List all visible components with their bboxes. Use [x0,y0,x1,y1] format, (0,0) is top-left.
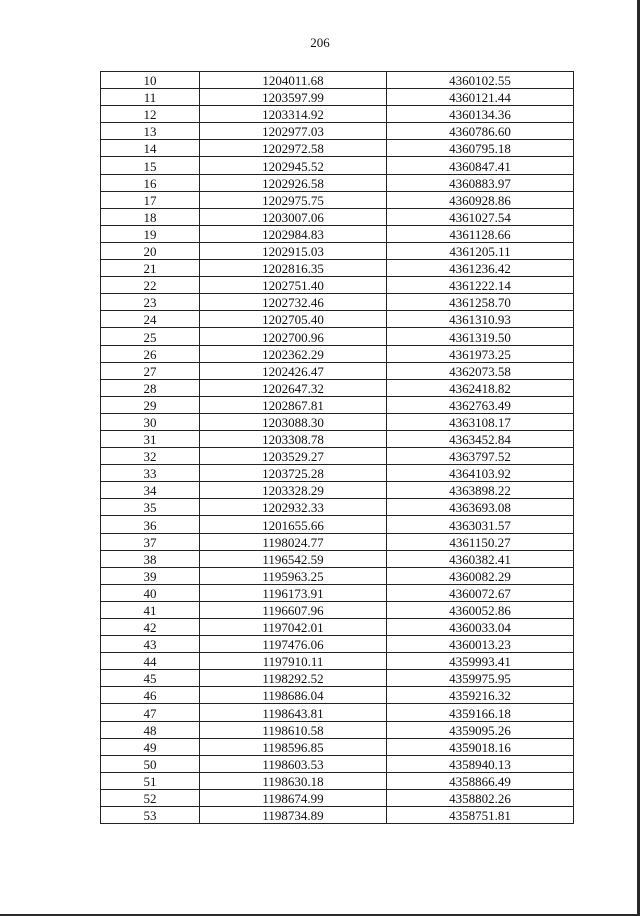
point-number-cell: 35 [101,499,200,516]
x-coordinate-cell: 1202867.81 [200,396,387,413]
y-coordinate-cell: 4359095.26 [387,721,574,738]
x-coordinate-cell: 1202647.32 [200,379,387,396]
table-row [101,140,574,157]
y-coordinate-cell: 4363031.57 [387,516,574,533]
y-coordinate-cell: 4360847.41 [387,157,574,174]
y-coordinate-cell: 4358751.81 [387,807,574,824]
table-row [101,277,574,294]
x-coordinate-cell: 1196542.59 [200,550,387,567]
y-coordinate-cell: 4360072.67 [387,584,574,601]
point-number-cell: 14 [101,140,200,157]
point-number-cell: 51 [101,772,200,789]
x-coordinate-cell: 1196607.96 [200,601,387,618]
y-coordinate-cell: 4362763.49 [387,396,574,413]
point-number-cell: 23 [101,294,200,311]
point-number-cell: 10 [101,72,200,89]
point-number-cell: 22 [101,277,200,294]
table-row [101,601,574,618]
point-number-cell: 20 [101,242,200,259]
point-number-cell: 15 [101,157,200,174]
point-number-cell: 11 [101,89,200,106]
table-row [101,328,574,345]
x-coordinate-cell: 1202972.58 [200,140,387,157]
y-coordinate-cell: 4359166.18 [387,704,574,721]
x-coordinate-cell: 1198024.77 [200,533,387,550]
table-row [101,687,574,704]
y-coordinate-cell: 4361319.50 [387,328,574,345]
x-coordinate-cell: 1202915.03 [200,242,387,259]
y-coordinate-cell: 4360382.41 [387,550,574,567]
point-number-cell: 26 [101,345,200,362]
x-coordinate-cell: 1203597.99 [200,89,387,106]
y-coordinate-cell: 4364103.92 [387,465,574,482]
x-coordinate-cell: 1197042.01 [200,619,387,636]
y-coordinate-cell: 4363693.08 [387,499,574,516]
point-number-cell: 37 [101,533,200,550]
coordinates-table-body [101,72,574,824]
y-coordinate-cell: 4361310.93 [387,311,574,328]
point-number-cell: 29 [101,396,200,413]
point-number-cell: 30 [101,413,200,430]
point-number-cell: 39 [101,567,200,584]
point-number-cell: 32 [101,448,200,465]
x-coordinate-cell: 1202426.47 [200,362,387,379]
table-row [101,294,574,311]
y-coordinate-cell: 4362418.82 [387,379,574,396]
point-number-cell: 18 [101,208,200,225]
y-coordinate-cell: 4360082.29 [387,567,574,584]
table-row [101,191,574,208]
table-row [101,379,574,396]
x-coordinate-cell: 1202705.40 [200,311,387,328]
table-row [101,738,574,755]
point-number-cell: 52 [101,789,200,806]
point-number-cell: 50 [101,755,200,772]
point-number-cell: 36 [101,516,200,533]
x-coordinate-cell: 1198674.99 [200,789,387,806]
point-number-cell: 31 [101,430,200,447]
page-number: 206 [310,35,330,50]
x-coordinate-cell: 1203529.27 [200,448,387,465]
y-coordinate-cell: 4360121.44 [387,89,574,106]
x-coordinate-cell: 1202932.33 [200,499,387,516]
table-row [101,499,574,516]
table-row [101,345,574,362]
y-coordinate-cell: 4361973.25 [387,345,574,362]
y-coordinate-cell: 4363797.52 [387,448,574,465]
x-coordinate-cell: 1198630.18 [200,772,387,789]
table-row [101,465,574,482]
y-coordinate-cell: 4361150.27 [387,533,574,550]
x-coordinate-cell: 1202977.03 [200,123,387,140]
x-coordinate-cell: 1204011.68 [200,72,387,89]
point-number-cell: 16 [101,174,200,191]
x-coordinate-cell: 1203328.29 [200,482,387,499]
table-row [101,225,574,242]
y-coordinate-cell: 4358940.13 [387,755,574,772]
y-coordinate-cell: 4359216.32 [387,687,574,704]
x-coordinate-cell: 1196173.91 [200,584,387,601]
table-row [101,516,574,533]
y-coordinate-cell: 4363108.17 [387,413,574,430]
x-coordinate-cell: 1202926.58 [200,174,387,191]
x-coordinate-cell: 1202975.75 [200,191,387,208]
x-coordinate-cell: 1203314.92 [200,106,387,123]
point-number-cell: 38 [101,550,200,567]
point-number-cell: 48 [101,721,200,738]
y-coordinate-cell: 4360928.86 [387,191,574,208]
table-row [101,721,574,738]
point-number-cell: 45 [101,670,200,687]
point-number-cell: 49 [101,738,200,755]
point-number-cell: 41 [101,601,200,618]
x-coordinate-cell: 1197476.06 [200,636,387,653]
x-coordinate-cell: 1202751.40 [200,277,387,294]
point-number-cell: 21 [101,260,200,277]
table-row [101,72,574,89]
coordinates-table [100,71,574,824]
table-row [101,567,574,584]
y-coordinate-cell: 4358802.26 [387,789,574,806]
table-row [101,653,574,670]
point-number-cell: 27 [101,362,200,379]
y-coordinate-cell: 4360052.86 [387,601,574,618]
y-coordinate-cell: 4360033.04 [387,619,574,636]
table-row [101,242,574,259]
table-row [101,550,574,567]
x-coordinate-cell: 1203088.30 [200,413,387,430]
x-coordinate-cell: 1198292.52 [200,670,387,687]
table-row [101,362,574,379]
table-row [101,208,574,225]
x-coordinate-cell: 1201655.66 [200,516,387,533]
table-row [101,260,574,277]
x-coordinate-cell: 1202816.35 [200,260,387,277]
point-number-cell: 53 [101,807,200,824]
y-coordinate-cell: 4363452.84 [387,430,574,447]
table-row [101,807,574,824]
table-row [101,106,574,123]
x-coordinate-cell: 1202945.52 [200,157,387,174]
table-row [101,396,574,413]
table-row [101,448,574,465]
x-coordinate-cell: 1197910.11 [200,653,387,670]
x-coordinate-cell: 1202732.46 [200,294,387,311]
x-coordinate-cell: 1198643.81 [200,704,387,721]
table-row [101,704,574,721]
table-row [101,311,574,328]
point-number-cell: 47 [101,704,200,721]
table-row [101,123,574,140]
point-number-cell: 17 [101,191,200,208]
point-number-cell: 13 [101,123,200,140]
table-row [101,670,574,687]
y-coordinate-cell: 4360013.23 [387,636,574,653]
x-coordinate-cell: 1203725.28 [200,465,387,482]
point-number-cell: 12 [101,106,200,123]
x-coordinate-cell: 1202362.29 [200,345,387,362]
y-coordinate-cell: 4360883.97 [387,174,574,191]
y-coordinate-cell: 4360786.60 [387,123,574,140]
table-row [101,430,574,447]
x-coordinate-cell: 1198596.85 [200,738,387,755]
table-row [101,482,574,499]
table-row [101,157,574,174]
point-number-cell: 19 [101,225,200,242]
point-number-cell: 43 [101,636,200,653]
y-coordinate-cell: 4361236.42 [387,260,574,277]
point-number-cell: 33 [101,465,200,482]
table-row [101,584,574,601]
x-coordinate-cell: 1203308.78 [200,430,387,447]
table-row [101,619,574,636]
table-row [101,533,574,550]
y-coordinate-cell: 4361258.70 [387,294,574,311]
y-coordinate-cell: 4360795.18 [387,140,574,157]
x-coordinate-cell: 1195963.25 [200,567,387,584]
y-coordinate-cell: 4361027.54 [387,208,574,225]
point-number-cell: 44 [101,653,200,670]
y-coordinate-cell: 4360102.55 [387,72,574,89]
table-row [101,174,574,191]
x-coordinate-cell: 1202700.96 [200,328,387,345]
table-row [101,636,574,653]
y-coordinate-cell: 4360134.36 [387,106,574,123]
table-row [101,789,574,806]
y-coordinate-cell: 4362073.58 [387,362,574,379]
point-number-cell: 46 [101,687,200,704]
table-row [101,413,574,430]
table-row [101,772,574,789]
point-number-cell: 28 [101,379,200,396]
y-coordinate-cell: 4361222.14 [387,277,574,294]
point-number-cell: 25 [101,328,200,345]
y-coordinate-cell: 4361205.11 [387,242,574,259]
point-number-cell: 24 [101,311,200,328]
y-coordinate-cell: 4359993.41 [387,653,574,670]
table-row [101,755,574,772]
y-coordinate-cell: 4358866.49 [387,772,574,789]
x-coordinate-cell: 1198686.04 [200,687,387,704]
point-number-cell: 34 [101,482,200,499]
y-coordinate-cell: 4363898.22 [387,482,574,499]
table-row [101,89,574,106]
point-number-cell: 42 [101,619,200,636]
x-coordinate-cell: 1202984.83 [200,225,387,242]
x-coordinate-cell: 1198603.53 [200,755,387,772]
x-coordinate-cell: 1198610.58 [200,721,387,738]
x-coordinate-cell: 1198734.89 [200,807,387,824]
point-number-cell: 40 [101,584,200,601]
y-coordinate-cell: 4361128.66 [387,225,574,242]
x-coordinate-cell: 1203007.06 [200,208,387,225]
y-coordinate-cell: 4359018.16 [387,738,574,755]
y-coordinate-cell: 4359975.95 [387,670,574,687]
